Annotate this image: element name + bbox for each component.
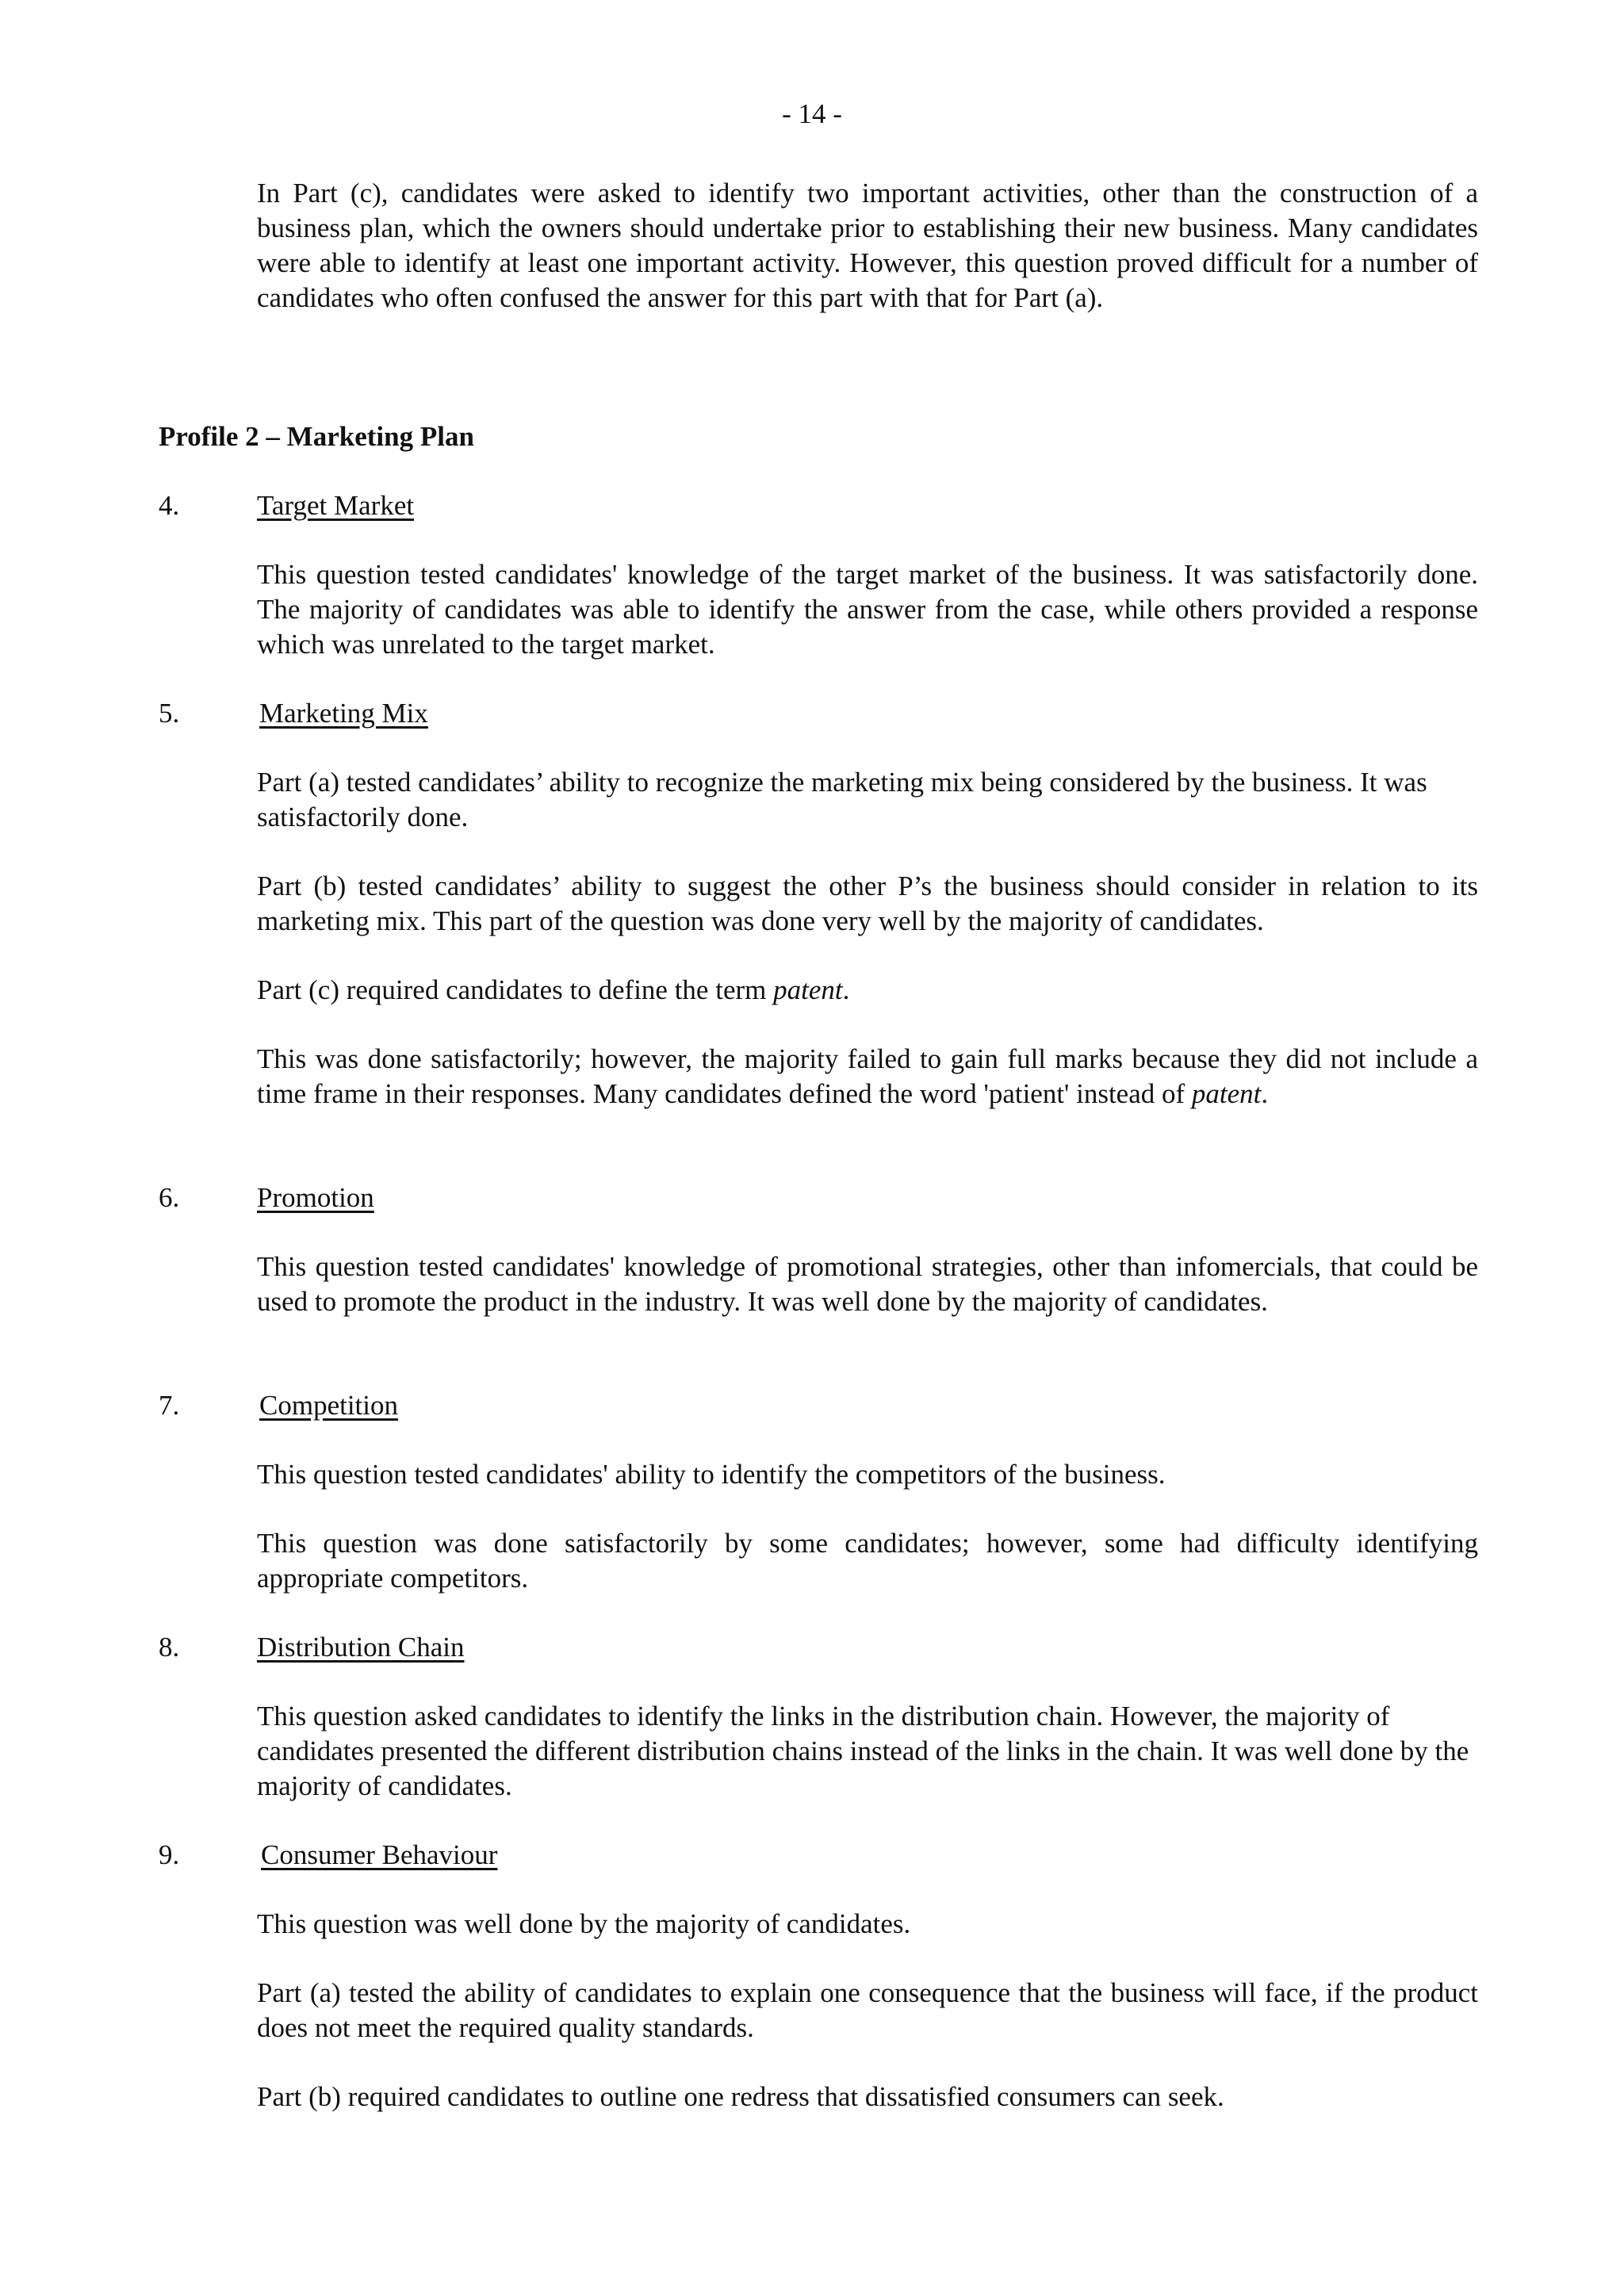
section-number-5: 5.: [159, 698, 180, 729]
section-title-promotion: Promotion: [257, 1182, 374, 1213]
section-title-marketing-mix: Marketing Mix: [259, 698, 428, 729]
patent-response-paragraph: [257, 1042, 1478, 1112]
section-title-consumer-behaviour: Consumer Behaviour: [261, 1839, 498, 1870]
section-number-8: 8.: [159, 1632, 180, 1663]
intro-paragraph: In Part (c), candidates were asked to identify two important activities, other than the construction of a business plan, which the owners should undertake prior to establishing their new business. Many candidates were able to identify at least one important activity. However, this question proved difficult for a number of candidates who often confused the answer for this part with that for Part (a).: [257, 178, 1478, 313]
profile-heading: Profile 2 – Marketing Plan: [159, 421, 474, 452]
consumer-behaviour-paragraph-2: Part (a) tested the ability of candidates to explain one consequence that the business will face, if the product does not meet the required quality standards.: [257, 1977, 1478, 2043]
competition-paragraph-1: This question tested candidates' ability to identify the competitors of the business.: [257, 1459, 1166, 1490]
patent-definition-end: .: [842, 974, 850, 1005]
section-number-9: 9.: [159, 1839, 180, 1870]
patent-definition-paragraph: [257, 973, 1478, 1008]
section-title-target-market: Target Market: [257, 490, 415, 521]
section-number-6: 6.: [159, 1182, 180, 1213]
promotion-paragraph: This question tested candidates' knowledge of promotional strategies, other than infomercials, that could be used to promote the product in the industry. It was well done by the majority of candidates.: [257, 1251, 1478, 1317]
patent-response-text: This was done satisfactorily; however, the majority failed to gain full marks because they did not include a time frame in their responses. Many candidates defined the word 'patient' instead of: [257, 1043, 1478, 1109]
marketing-mix-paragraph-b: Part (b) tested candidates’ ability to suggest the other P’s the business should consider in relation to its marketing mix. This part of the question was done very well by the majority of candidates.: [257, 871, 1478, 936]
distribution-chain-paragraph: This question asked candidates to identify the links in the distribution chain. However, the majority of candidates presented the different distribution chains instead of the links in the chain. It was well done by the majority of candidates.: [257, 1701, 1469, 1801]
marketing-mix-paragraph-a: Part (a) tested candidates’ ability to recognize the marketing mix being considered by the business. It was satisfactorily done.: [257, 767, 1427, 832]
patent-response-end: .: [1261, 1078, 1269, 1109]
section-title-competition: Competition: [259, 1390, 398, 1421]
patent-term-2: patent: [1191, 1078, 1262, 1109]
page-number: - 14 -: [782, 98, 842, 129]
competition-paragraph-2: This question was done satisfactorily by some candidates; however, some had difficulty identifying appropriate competitors.: [257, 1528, 1478, 1594]
section-number-7: 7.: [159, 1390, 180, 1421]
consumer-behaviour-paragraph-3: Part (b) required candidates to outline one redress that dissatisfied consumers can seek.: [257, 2081, 1224, 2112]
section-title-distribution-chain: Distribution Chain: [257, 1632, 465, 1663]
target-market-paragraph: This question tested candidates' knowledge of the target market of the business. It was satisfactorily done. The majority of candidates was able to identify the answer from the case, while others provided a response which was unrelated to the target market.: [257, 559, 1478, 660]
patent-definition-text: Part (c) required candidates to define the term: [257, 974, 774, 1005]
section-number-4: 4.: [159, 490, 180, 521]
consumer-behaviour-paragraph-1: This question was well done by the majority of candidates.: [257, 1908, 911, 1939]
patent-term: patent: [773, 974, 843, 1005]
